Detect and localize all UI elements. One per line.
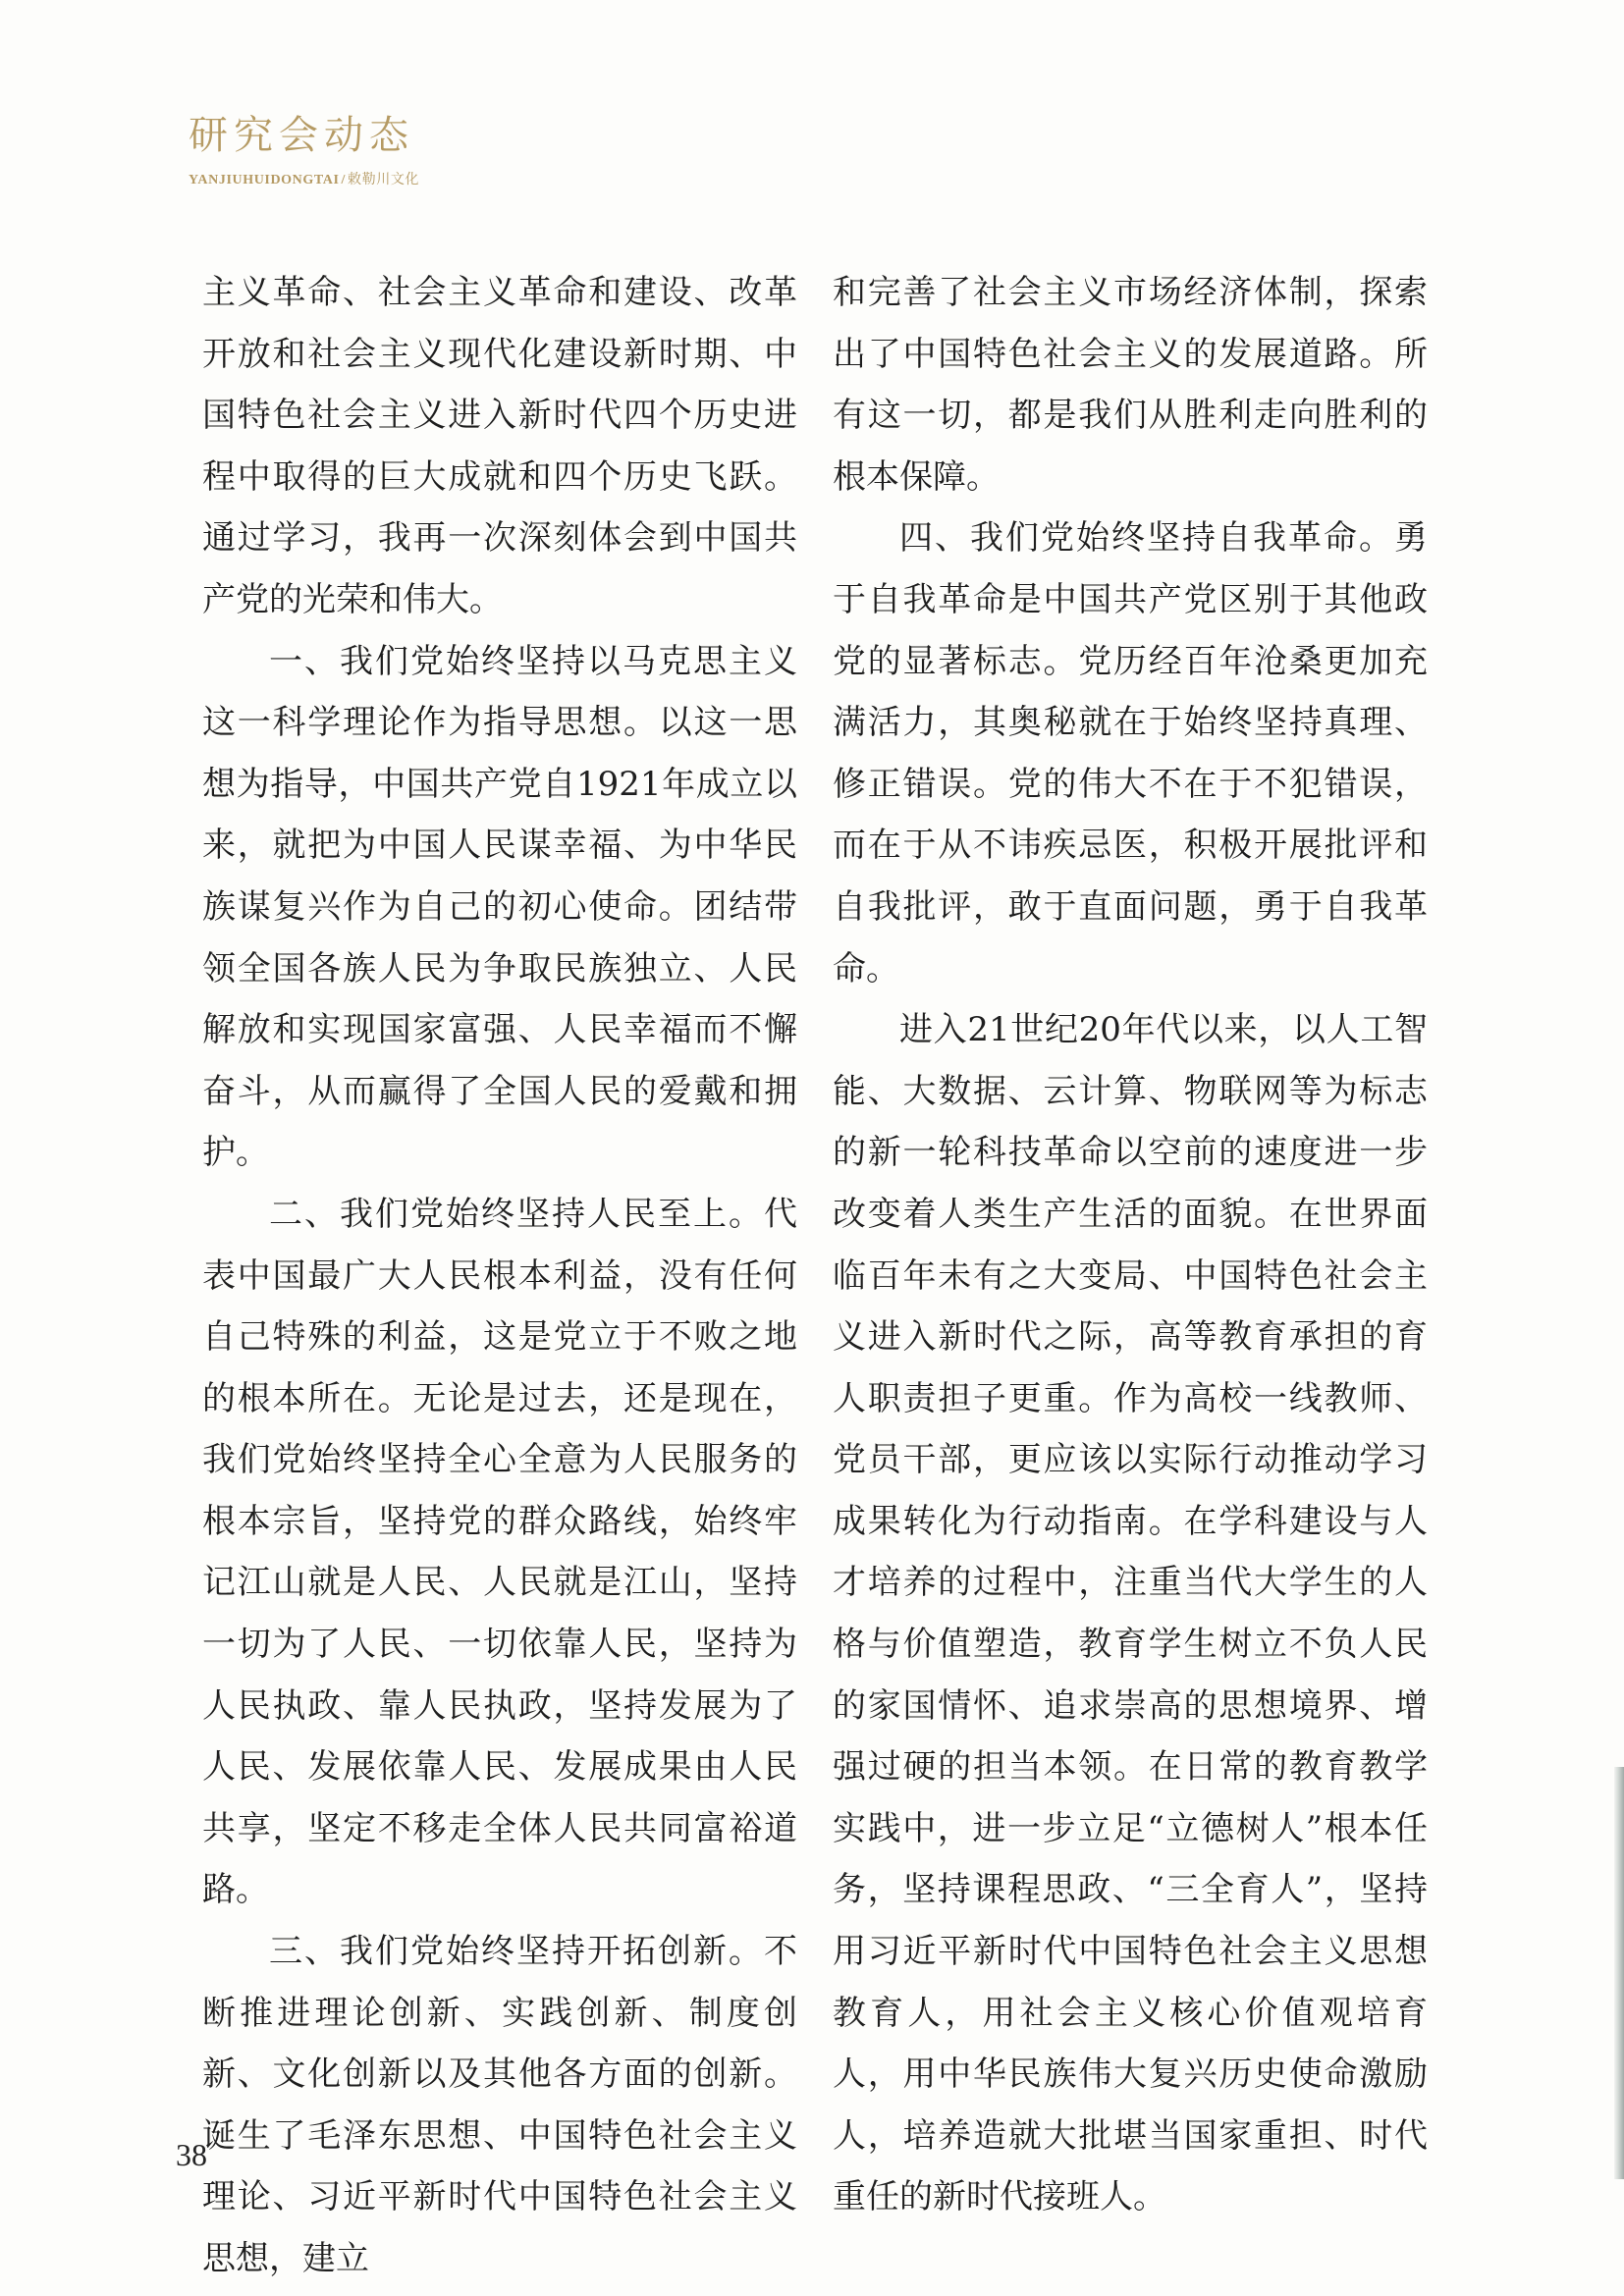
paragraph-continuation: 主义革命、社会主义革命和建设、改革开放和社会主义现代化建设新时期、中国特色社会主义进入新时代四个历史进程中取得的巨大成就和四个历史飞跃。通过学习，我再一次深刻体会到中国共产党的光荣和伟大。 [202,273,797,619]
section-pinyin: YANJIUHUIDONGTAI [189,173,340,187]
right-text-column [833,262,1428,2228]
section-title: 研究会动态 [189,113,414,158]
page-number: 38 [176,2137,207,2172]
left-text-column [202,262,797,2290]
publication-name: 敕勒川文化 [348,173,420,187]
page-header [189,113,420,188]
paragraph-point-one: 一、我们党始终坚持以马克思主义这一科学理论作为指导思想。以这一思想为指导，中国共产党自1921年成立以来，就把为中国人民谋幸福、为中华民族谋复兴作为自己的初心使命。团结带领全国各族人民为争取民族独立、人民解放和实现国家富强、人民幸福而不懈奋斗，从而赢得了全国人民的爱戴和拥护。 [202,641,797,1173]
paragraph-point-two: 二、我们党始终坚持人民至上。代表中国最广大人民根本利益，没有任何自己特殊的利益，这是党立于不败之地的根本所在。无论是过去，还是现在，我们党始终坚持全心全意为人民服务的根本宗旨，坚持党的群众路线，始终牢记江山就是人民、人民就是江山，坚持一切为了人民、一切依靠人民，坚持为人民执政、靠人民执政，坚持发展为了人民、发展依靠人民、发展成果由人民共享，坚定不移走全体人民共同富裕道路。 [202,1194,797,1910]
page-edge-decoration [1614,1767,1624,2179]
paragraph-point-three: 三、我们党始终坚持开拓创新。不断推进理论创新、实践创新、制度创新、文化创新以及其他各方面的创新。诞生了毛泽东思想、中国特色社会主义理论、习近平新时代中国特色社会主义思想，建立 [202,1932,797,2278]
section-subtitle-line [189,169,419,188]
separator-slash: / [341,173,347,187]
paragraph-point-four: 四、我们党始终坚持自我革命。勇于自我革命是中国共产党区别于其他政党的显著标志。党历经百年沧桑更加充满活力，其奥秘就在于始终坚持真理、修正错误。党的伟大不在于不犯错误，而在于从不讳疾忌医，积极开展批评和自我批评，敢于直面问题，勇于自我革命。 [833,518,1428,988]
paragraph-point-three-continued: 和完善了社会主义市场经济体制，探索出了中国特色社会主义的发展道路。所有这一切，都是我们从胜利走向胜利的根本保障。 [833,273,1428,497]
paragraph-conclusion: 进入21世纪20年代以来，以人工智能、大数据、云计算、物联网等为标志的新一轮科技革命以空前的速度进一步改变着人类生产生活的面貌。在世界面临百年未有之大变局、中国特色社会主义进入新时代之际，高等教育承担的育人职责担子更重。作为高校一线教师、党员干部，更应该以实际行动推动学习成果转化为行动指南。在学科建设与人才培养的过程中，注重当代大学生的人格与价值塑造，教育学生树立不负人民的家国情怀、追求崇高的思想境界、增强过硬的担当本领。在日常的教育教学实践中，进一步立足“立德树人”根本任务，坚持课程思政、“三全育人”，坚持用习近平新时代中国特色社会主义思想教育人，用社会主义核心价值观培育人，用中华民族伟大复兴历史使命激励人，培养造就大批堪当国家重担、时代重任的新时代接班人。 [833,1010,1428,2217]
